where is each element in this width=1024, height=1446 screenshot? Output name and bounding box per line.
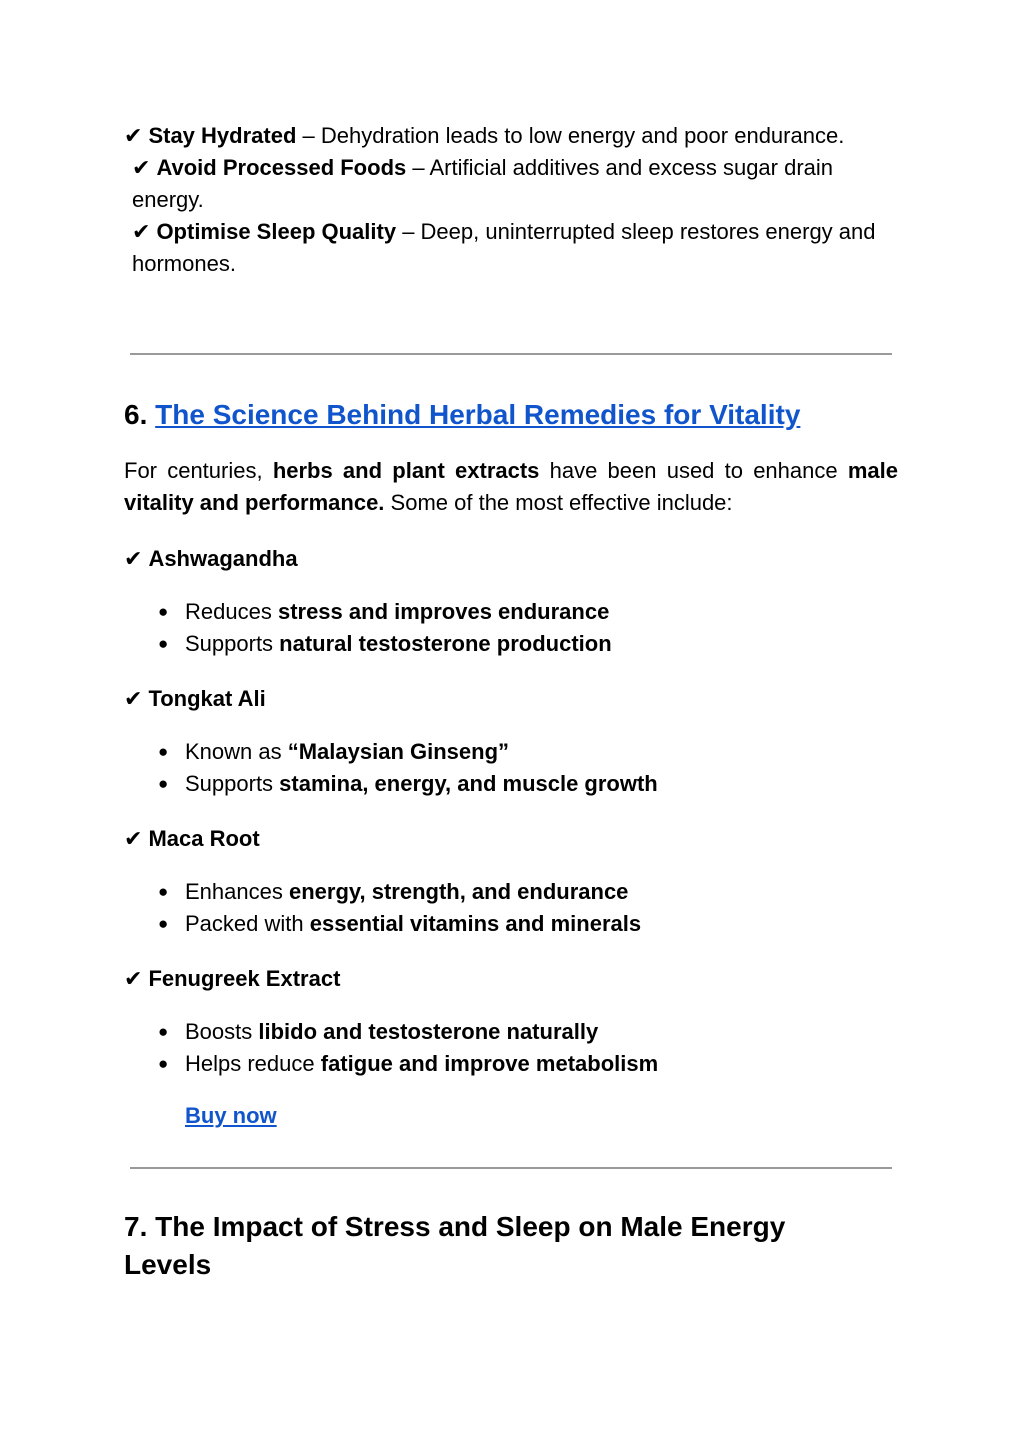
list-item (124, 596, 904, 628)
checkmark-icon: ✔ (124, 686, 143, 711)
herb-ashwagandha (124, 544, 904, 660)
checkmark-icon: ✔ (124, 123, 143, 148)
tips-list (124, 120, 899, 280)
herb-benefit-list (124, 876, 904, 940)
intro-text: have been used to enhance (539, 458, 848, 483)
benefit-bold-text: “Malaysian Ginseng” (287, 739, 510, 764)
bullet-icon: ● (158, 882, 169, 901)
section-7-heading: 7. The Impact of Stress and Sleep on Male Energy Levels (124, 1211, 786, 1280)
bullet-icon: ● (158, 914, 169, 933)
list-item (124, 1016, 904, 1048)
herb-title (124, 964, 904, 994)
list-item (124, 876, 904, 908)
tip-title: Optimise Sleep Quality (156, 219, 397, 244)
benefit-bold-text: stress and improves endurance (277, 599, 610, 624)
bullet-icon: ● (158, 742, 169, 761)
herb-maca-root (124, 824, 904, 940)
benefit-bold-text: natural testosterone production (279, 631, 612, 656)
herb-title (124, 544, 904, 574)
checkmark-icon: ✔ (124, 966, 143, 991)
intro-text: Some of the most effective include: (384, 490, 733, 515)
benefit-text: Enhances (185, 879, 289, 904)
benefit-text: Known as (185, 739, 288, 764)
herb-name: Fenugreek Extract (148, 966, 341, 991)
herb-benefit-list (124, 736, 904, 800)
intro-text: For centuries, (124, 458, 273, 483)
tip-text: – Dehydration leads to low energy and poor endurance. (296, 123, 845, 148)
checkmark-icon: ✔ (124, 546, 143, 571)
section-6-title-link[interactable]: The Science Behind Herbal Remedies for Vitality (155, 399, 801, 430)
herb-fenugreek-extract (124, 964, 904, 1080)
buy-now-link[interactable]: Buy now (185, 1103, 277, 1128)
tip-title: Stay Hydrated (148, 123, 297, 148)
herb-benefit-list (124, 1016, 904, 1080)
list-item (124, 1048, 904, 1080)
benefit-text: Boosts (185, 1019, 259, 1044)
list-item (124, 736, 904, 768)
bullet-icon: ● (158, 602, 169, 621)
list-item (124, 628, 904, 660)
herb-benefit-list (124, 596, 904, 660)
herb-title (124, 824, 904, 854)
bullet-icon: ● (158, 774, 169, 793)
benefit-text: Packed with (185, 911, 310, 936)
benefit-bold-text: stamina, energy, and muscle growth (279, 771, 658, 796)
bullet-icon: ● (158, 1054, 169, 1073)
benefit-text: Reduces (185, 599, 278, 624)
benefit-bold-text: libido and testosterone naturally (258, 1019, 599, 1044)
list-item (124, 768, 904, 800)
checkmark-icon: ✔ (132, 155, 151, 180)
checkmark-icon: ✔ (132, 219, 151, 244)
horizontal-divider (130, 1167, 892, 1169)
benefit-bold-text: essential vitamins and minerals (309, 911, 642, 936)
intro-bold-text: herbs and plant extracts (272, 458, 540, 483)
tip-title: Avoid Processed Foods (156, 155, 407, 180)
intro-bold-text: male vitality and performance. (124, 458, 898, 515)
benefit-text: Supports (185, 771, 280, 796)
list-item (124, 908, 904, 940)
benefit-text: Helps reduce (185, 1051, 321, 1076)
checkmark-icon: ✔ (124, 826, 143, 851)
herb-name: Maca Root (148, 826, 260, 851)
section-number: 6. (124, 399, 148, 430)
tip-text: – Deep, uninterrupted sleep restores energy and hormones. (132, 219, 876, 276)
benefit-text: Supports (185, 631, 280, 656)
herb-title (124, 684, 904, 714)
bullet-icon: ● (158, 634, 169, 653)
tip-text: – Artificial additives and excess sugar drain energy. (132, 155, 834, 212)
tip-item (124, 120, 899, 152)
herb-name: Ashwagandha (148, 546, 298, 571)
section-6-intro (124, 455, 898, 519)
section-6-heading (124, 396, 904, 434)
herb-name: Tongkat Ali (148, 686, 266, 711)
herb-tongkat-ali (124, 684, 904, 800)
benefit-bold-text: energy, strength, and endurance (288, 879, 629, 904)
bullet-icon: ● (158, 1022, 169, 1041)
tip-item (124, 152, 899, 216)
benefit-bold-text: fatigue and improve metabolism (320, 1051, 659, 1076)
tip-item (124, 216, 899, 280)
horizontal-divider (130, 353, 892, 355)
